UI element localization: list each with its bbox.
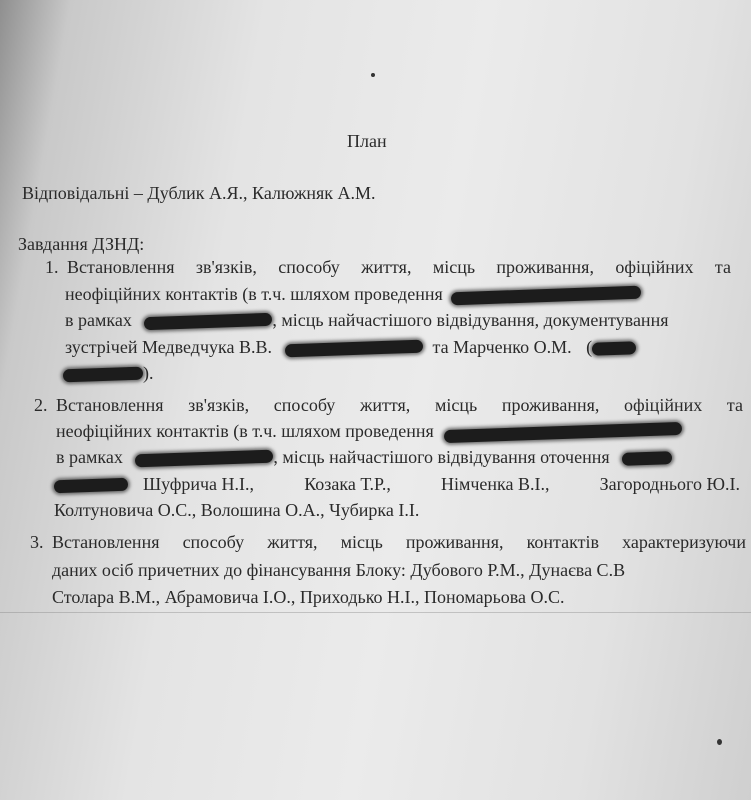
redaction-mark	[622, 452, 672, 467]
tasks-heading: Завдання ДЗНД:	[18, 234, 145, 254]
list-item-3-line-1: Встановлення способу життя, місць проживання, контактів характеризуючи	[52, 532, 746, 552]
scan-speck	[717, 739, 722, 745]
list-item-number: 1.	[45, 257, 59, 277]
list-item-1-line-1: Встановлення зв'язків, способу життя, місць проживання, офіційних та	[67, 257, 731, 277]
list-item-2-line-5: Колтуновича О.С., Волошина О.А., Чубирка І.І.	[54, 500, 420, 520]
list-item-3-line-2: даних осіб причетних до фінансування Блоку: Дубового Р.М., Дунаєва С.В	[52, 560, 626, 580]
redaction-mark	[444, 422, 682, 443]
redaction-mark	[592, 342, 636, 357]
scan-speck	[371, 73, 375, 77]
list-item-2-line-3: в рамках , місць найчастішого відвідування оточення	[56, 448, 672, 466]
redaction-mark	[63, 367, 143, 383]
document-title: План	[347, 131, 387, 151]
list-item-1-line-3: в рамках , місць найчастішого відвідування, документування	[65, 310, 669, 330]
redaction-mark	[451, 286, 641, 306]
list-item-3-line-3: Столара В.М., Абрамовича І.О., Приходько Н.І., Пономарьова О.С.	[52, 587, 565, 607]
list-item-2-line-2: неофіційних контактів (в т.ч. шляхом проведення	[56, 422, 682, 440]
list-item-1-line-4: зустрічей Медведчука В.В. та Марченко О.М. (	[65, 338, 636, 356]
page-fold-line	[0, 612, 751, 613]
redaction-mark	[54, 478, 128, 494]
list-item-2-line-1: Встановлення зв'язків, способу життя, місць проживання, офіційних та	[56, 395, 743, 415]
list-item-2-line-4-names: Шуфрича Н.І., Козака Т.Р., Німченка В.І., Загороднього Ю.І.	[143, 474, 740, 494]
list-item-number: 3.	[30, 532, 44, 552]
list-item-1-line-2: неофіційних контактів (в т.ч. шляхом проведення	[65, 285, 641, 303]
redaction-mark	[135, 450, 273, 468]
list-item-2-line-4	[54, 475, 128, 493]
list-item-1-line-5: ).	[63, 364, 154, 382]
redaction-mark	[284, 340, 422, 358]
redaction-mark	[144, 313, 272, 330]
list-item-number: 2.	[34, 395, 48, 415]
responsible-persons: Відповідальні – Дублик А.Я., Калюжняк А.М.	[22, 183, 376, 203]
